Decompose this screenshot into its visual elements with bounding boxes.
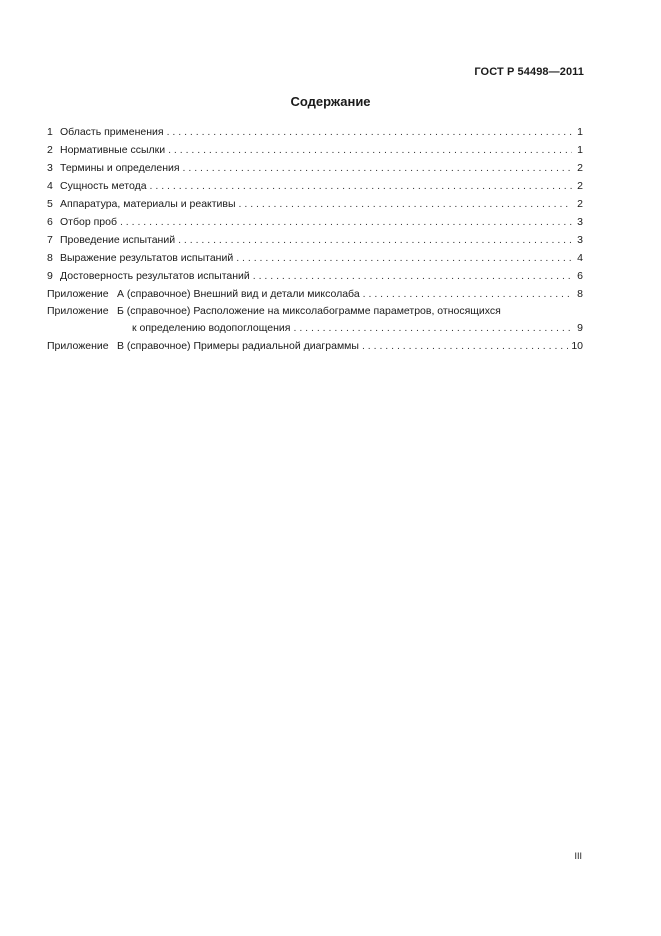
toc-entry-1[interactable]: [47, 123, 583, 141]
appendix-text: Б (справочное) Расположение на миксолабограмме параметров, относящихся: [117, 305, 501, 317]
leader-dots: [253, 267, 572, 285]
toc-entry-page: 1: [577, 126, 583, 138]
toc-entry-4[interactable]: [47, 177, 583, 195]
leader-dots: [120, 213, 572, 231]
toc-entry-2[interactable]: [47, 141, 583, 159]
appendix-page: 8: [577, 288, 583, 300]
page-folio: III: [574, 851, 582, 861]
leader-dots: [236, 249, 572, 267]
toc-entry-number: 4: [47, 180, 53, 192]
toc-entry-text: Отбор проб: [60, 216, 117, 228]
appendix-text: В (справочное) Примеры радиальной диаграммы: [117, 340, 359, 352]
appendix-prefix: Приложение: [47, 340, 109, 352]
leader-dots: [239, 195, 572, 213]
leader-dots: [183, 159, 572, 177]
leader-dots: [178, 231, 572, 249]
toc-entry-6[interactable]: [47, 213, 583, 231]
toc-entry-9[interactable]: [47, 267, 583, 285]
toc-entry-number: 7: [47, 234, 53, 246]
leader-dots: [168, 141, 572, 159]
toc-appendix-b[interactable]: [47, 303, 583, 319]
toc-entry-text: Выражение результатов испытаний: [60, 252, 234, 264]
toc-entry-page: 2: [577, 180, 583, 192]
toc-entry-page: 2: [577, 162, 583, 174]
toc-entry-3[interactable]: [47, 159, 583, 177]
toc-entry-text: Проведение испытаний: [60, 234, 176, 246]
toc-entry-text: Сущность метода: [60, 180, 147, 192]
toc-entry-number: 8: [47, 252, 53, 264]
toc-entry-page: 3: [577, 234, 583, 246]
leader-dots: [167, 123, 572, 141]
appendix-prefix: Приложение: [47, 305, 109, 317]
toc-entry-text: Термины и определения: [60, 162, 180, 174]
toc-entry-number: 1: [47, 126, 53, 138]
toc-appendix-v[interactable]: [47, 337, 583, 355]
appendix-page: 10: [571, 340, 583, 352]
standard-number: ГОСТ Р 54498—2011: [474, 66, 584, 78]
toc-entry-number: 5: [47, 198, 53, 210]
toc-appendix-a[interactable]: [47, 285, 583, 303]
table-of-contents: [47, 123, 583, 355]
toc-entry-text: Достоверность результатов испытаний: [60, 270, 250, 282]
toc-entry-number: 2: [47, 144, 53, 156]
toc-appendix-b-continuation[interactable]: [47, 319, 583, 337]
toc-entry-page: 1: [577, 144, 583, 156]
toc-entry-7[interactable]: [47, 231, 583, 249]
toc-entry-text: Нормативные ссылки: [60, 144, 166, 156]
toc-title: Содержание: [290, 94, 371, 109]
toc-entry-number: 3: [47, 162, 53, 174]
leader-dots: [150, 177, 572, 195]
appendix-page: 9: [577, 322, 583, 334]
leader-dots: [363, 285, 572, 303]
toc-entry-8[interactable]: [47, 249, 583, 267]
toc-entry-5[interactable]: [47, 195, 583, 213]
toc-entry-text: Аппаратура, материалы и реактивы: [60, 198, 236, 210]
toc-entry-page: 2: [577, 198, 583, 210]
toc-entry-page: 6: [577, 270, 583, 282]
toc-entry-page: 3: [577, 216, 583, 228]
appendix-continuation-text: к определению водопоглощения: [132, 322, 291, 334]
toc-entry-page: 4: [577, 252, 583, 264]
toc-entry-number: 9: [47, 270, 53, 282]
toc-entry-text: Область применения: [60, 126, 164, 138]
leader-dots: [362, 337, 568, 355]
leader-dots: [293, 319, 572, 337]
appendix-text: А (справочное) Внешний вид и детали миксолаба: [117, 288, 360, 300]
toc-entry-number: 6: [47, 216, 53, 228]
appendix-prefix: Приложение: [47, 288, 109, 300]
